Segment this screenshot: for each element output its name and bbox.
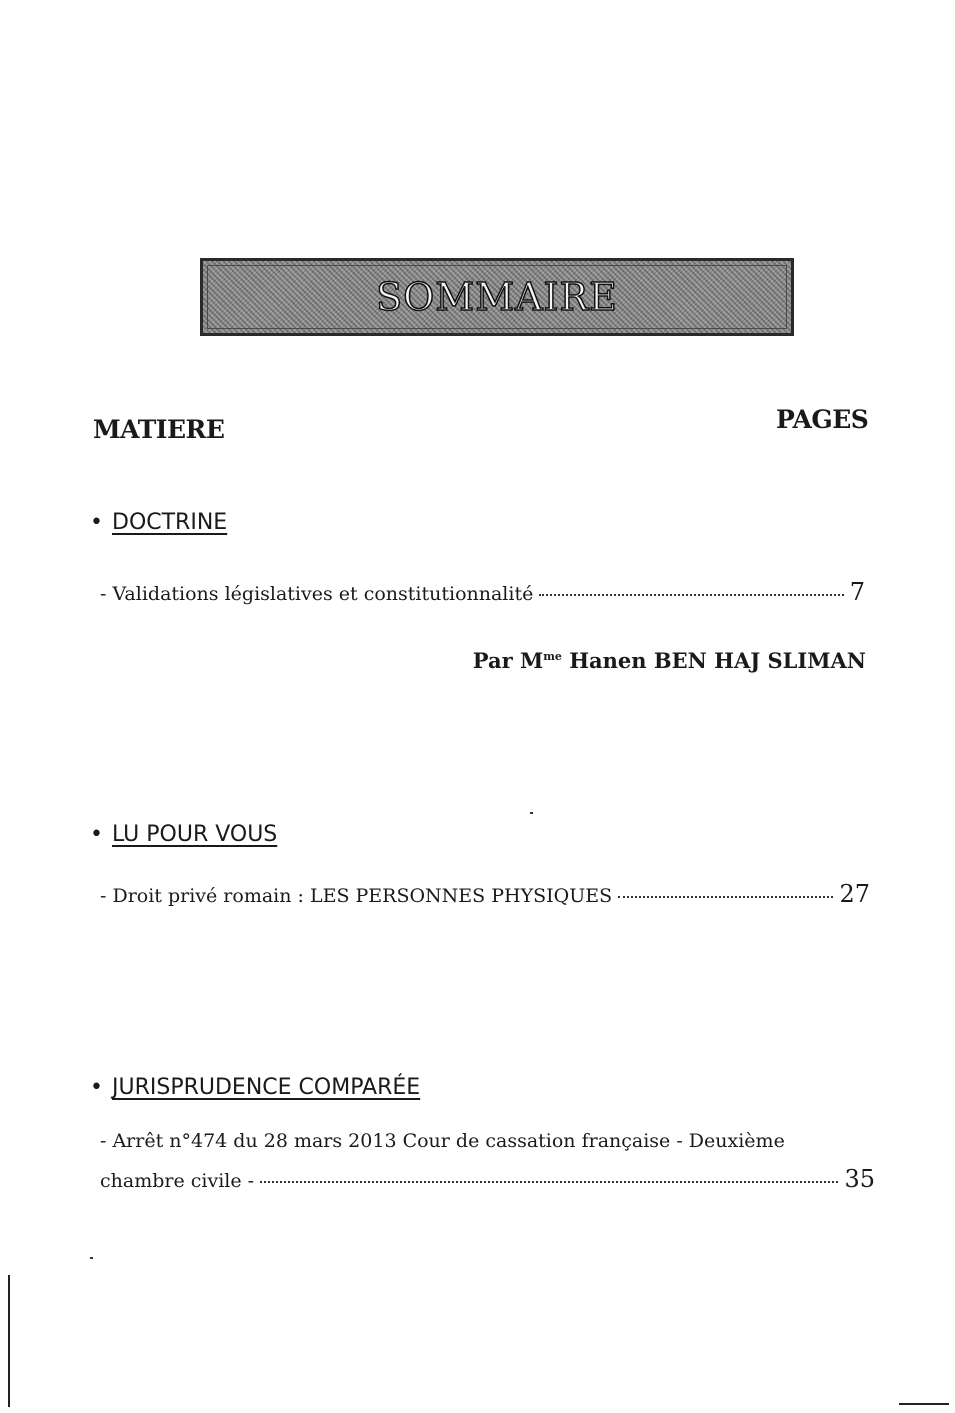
toc-entry-line1: [100, 1130, 875, 1152]
scan-speck: [90, 1257, 93, 1259]
entry-page-number: 7: [849, 578, 865, 606]
banner-title: SOMMAIRE: [376, 275, 618, 319]
entry-label: - Arrêt n°474 du 28 mars 2013 Cour de cassation française - Deuxième: [100, 1130, 785, 1152]
entry-page-number: 35: [844, 1165, 875, 1193]
entry-label: - Validations législatives et constitutionnalité: [100, 583, 534, 605]
entry-page-number: 27: [839, 880, 870, 908]
sommaire-banner: [200, 258, 794, 336]
section-jurisprudence-comparee: [90, 1075, 420, 1100]
header-matiere: MATIERE: [93, 415, 225, 444]
toc-entry: [100, 1165, 875, 1193]
section-lu-pour-vous: [90, 822, 277, 847]
toc-entry: [100, 880, 870, 908]
dot-leader: [260, 1181, 838, 1183]
section-title: DOCTRINE: [112, 510, 228, 535]
section-doctrine: [90, 510, 227, 535]
scan-edge-line: [8, 1275, 10, 1407]
author-line: [473, 648, 866, 673]
author-prefix: Par M: [472, 648, 544, 673]
author-title-superscript: me: [543, 650, 562, 663]
scan-edge-line: [899, 1403, 949, 1405]
author-name: Hanen BEN HAJ SLIMAN: [561, 648, 866, 673]
bullet-icon: •: [90, 510, 103, 535]
bullet-icon: •: [90, 822, 103, 847]
dot-leader: [539, 594, 843, 596]
section-title: LU POUR VOUS: [112, 822, 278, 847]
dot-leader: [618, 896, 833, 898]
toc-entry: [100, 578, 865, 606]
entry-label: chambre civile -: [100, 1170, 255, 1192]
entry-label: - Droit privé romain : LES PERSONNES PHYSIQUES: [100, 885, 613, 907]
scan-speck: [530, 812, 533, 814]
bullet-icon: •: [90, 1075, 103, 1100]
header-pages: PAGES: [776, 405, 869, 434]
section-title: JURISPRUDENCE COMPARÉE: [112, 1075, 421, 1100]
